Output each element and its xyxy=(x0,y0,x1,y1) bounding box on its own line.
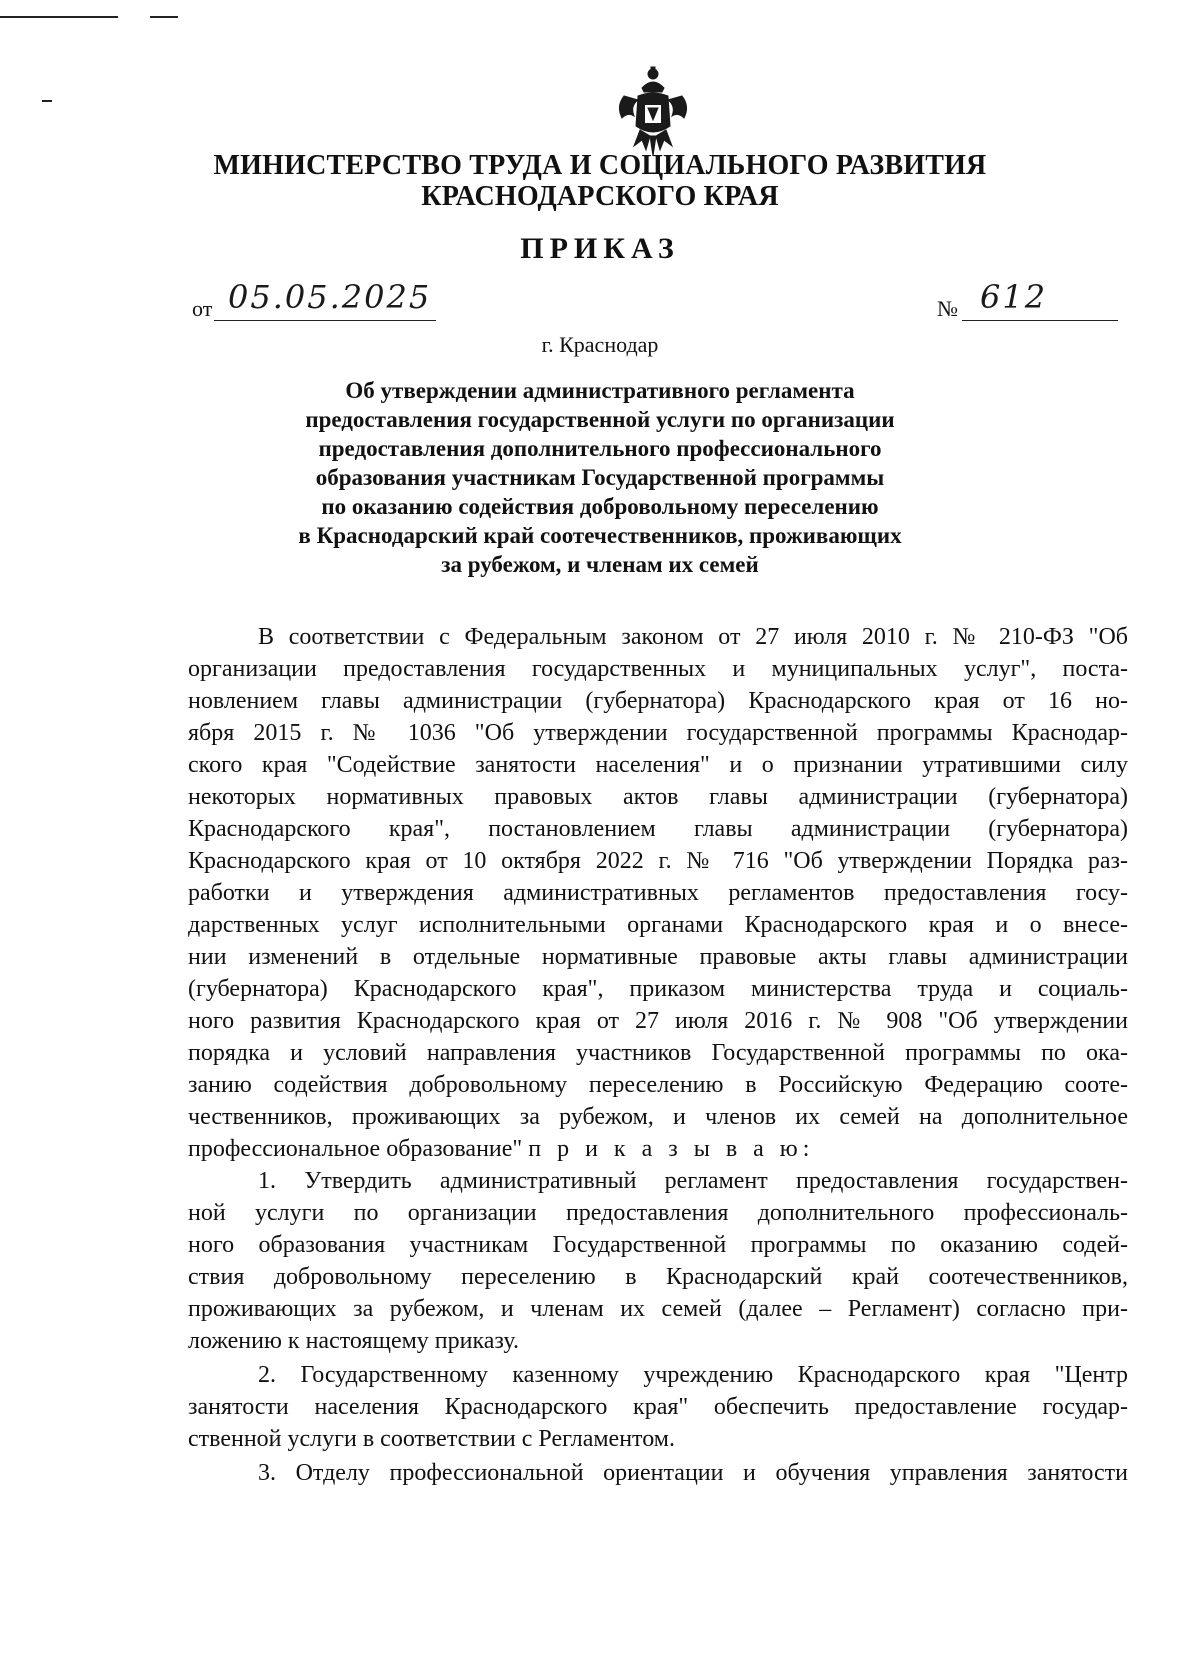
body-line-text: профессиональное образование" xyxy=(188,1136,523,1162)
item-line: 1. Утвердить административный регламент предоставления государствен- xyxy=(258,1168,1128,1194)
scan-artifact xyxy=(150,16,178,18)
subject-line: предоставления дополнительного профессионального xyxy=(318,436,882,461)
item-line: ствия добровольному переселению в Краснодарский край соотечественников, xyxy=(188,1264,1128,1290)
subject-line: образования участникам Государственной программы xyxy=(315,465,885,490)
body-line: работки и утверждения административных регламентов предоставления госу- xyxy=(188,880,1128,906)
body-line: занию содействия добровольному переселению в Российскую Федерацию сооте- xyxy=(188,1072,1128,1098)
subject-line: по оказанию содействия добровольному переселению xyxy=(321,494,879,519)
ministry-name-line2: КРАСНОДАРСКОГО КРАЯ xyxy=(421,181,779,212)
date-underline xyxy=(214,320,436,321)
item-line: проживающих за рубежом, и членам их семей (далее – Регламент) согласно при- xyxy=(188,1296,1128,1322)
item-line: ложению к настоящему приказу. xyxy=(188,1328,520,1354)
city-label: г. Краснодар xyxy=(541,332,659,357)
body-line: дарственных услуг исполнительными органами Краснодарского края и о внесе- xyxy=(188,912,1128,938)
handwritten-number: 612 xyxy=(980,278,1048,316)
item-line: занятости населения Краснодарского края" обеспечить предоставление государ- xyxy=(188,1394,1128,1420)
item-line: 3. Отделу профессиональной ориентации и обучения управления занятости xyxy=(258,1460,1128,1486)
order-word: п р и к а з ы в а ю: xyxy=(528,1136,815,1162)
item-line: 2. Государственному казенному учреждению Краснодарского края "Центр xyxy=(258,1362,1128,1388)
item-line: ственной услуги в соответствии с Регламентом. xyxy=(188,1426,675,1452)
body-line: ября 2015 г. № 1036 "Об утверждении государственной программы Краснодар- xyxy=(188,720,1128,746)
date-prefix: от xyxy=(192,296,213,321)
body-line xyxy=(188,1136,1128,1163)
subject-line: предоставления государственной услуги по организации xyxy=(305,407,895,432)
number-underline xyxy=(962,320,1118,321)
body-line: чественников, проживающих за рубежом, и членов их семей на дополнительное xyxy=(188,1104,1128,1130)
body-line: ного развития Краснодарского края от 27 июля 2016 г. № 908 "Об утверждении xyxy=(188,1008,1128,1034)
body-line: некоторых нормативных правовых актов главы администрации (губернатора) xyxy=(188,784,1128,810)
subject-line: за рубежом, и членам их семей xyxy=(441,552,759,577)
item-line: ного образования участникам Государственной программы по оказанию содей- xyxy=(188,1232,1128,1258)
number-prefix: № xyxy=(937,296,958,321)
body-line: новлением главы администрации (губернатора) Краснодарского края от 16 но- xyxy=(188,688,1128,714)
body-line: В соответствии с Федеральным законом от 27 июля 2010 г. № 210-ФЗ "Об xyxy=(258,624,1128,650)
body-line: организации предоставления государственных и муниципальных услуг", поста- xyxy=(188,656,1128,682)
body-line: (губернатора) Краснодарского края", приказом министерства труда и социаль- xyxy=(188,976,1128,1002)
scan-artifact xyxy=(0,16,118,18)
body-line: Краснодарского края от 10 октября 2022 г. № 716 "Об утверждении Порядка раз- xyxy=(188,848,1128,874)
body-line: нии изменений в отдельные нормативные правовые акты главы администрации xyxy=(188,944,1128,970)
ministry-name-line1: МИНИСТЕРСТВО ТРУДА И СОЦИАЛЬНОГО РАЗВИТИЯ xyxy=(213,150,987,181)
handwritten-date: 05.05.2025 xyxy=(228,278,432,316)
subject-line: Об утверждении административного регламента xyxy=(345,378,855,403)
body-line: ского края "Содействие занятости населения" и о признании утратившими силу xyxy=(188,752,1128,778)
document-type-title: ПРИКАЗ xyxy=(520,232,680,265)
body-line: Краснодарского края", постановлением главы администрации (губернатора) xyxy=(188,816,1128,842)
coat-of-arms-emblem xyxy=(612,66,694,158)
scan-artifact xyxy=(42,100,52,102)
body-line: порядка и условий направления участников Государственной программы по ока- xyxy=(188,1040,1128,1066)
subject-line: в Краснодарский край соотечественников, проживающих xyxy=(298,523,902,548)
item-line: ной услуги по организации предоставления дополнительного профессиональ- xyxy=(188,1200,1128,1226)
